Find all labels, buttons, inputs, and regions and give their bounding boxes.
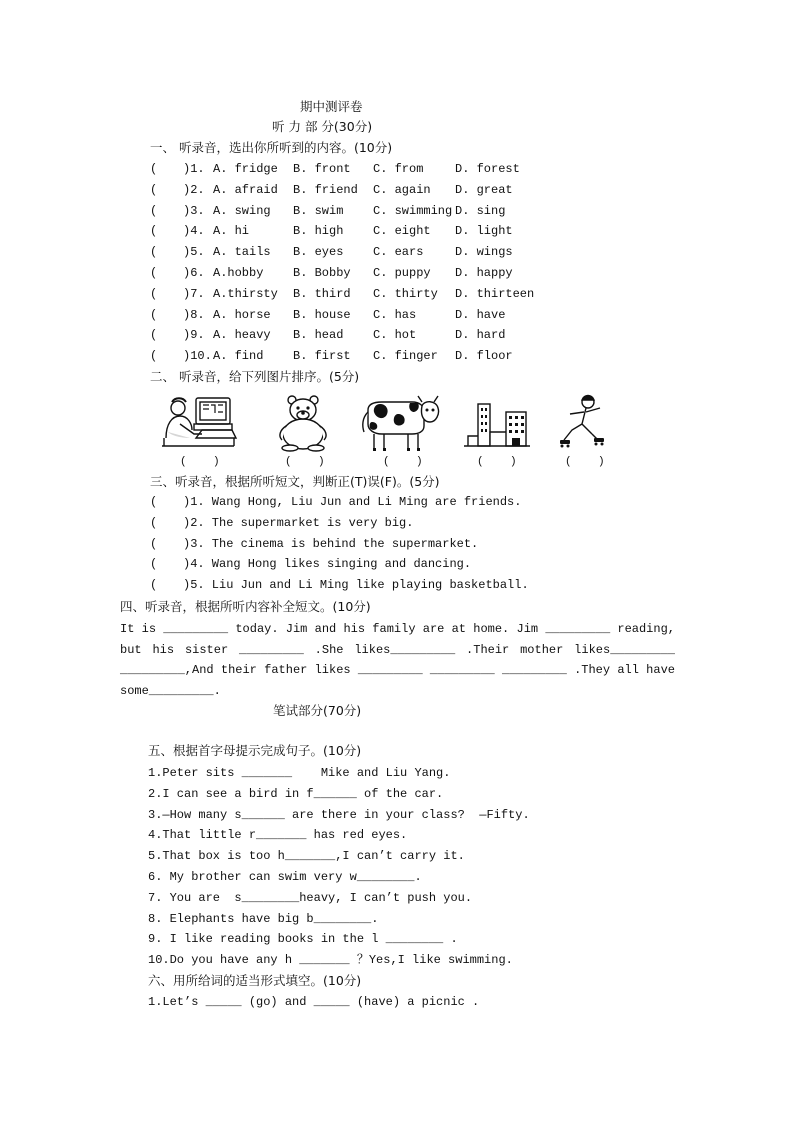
option-a: A. find [213,349,264,364]
fill-in-sentence: 8. Elephants have big b________. [148,911,379,926]
option-d: D. light [455,224,513,239]
question-number: )8. [183,307,205,322]
answer-bracket[interactable]: ( [150,286,158,301]
answer-bracket[interactable]: ( [150,349,158,364]
fill-in-sentence: 2.I can see a bird in f______ of the car. [148,786,444,801]
section2-heading: 二、 听录音，给下列图片排序。(5分) [150,369,360,384]
fill-in-sentence: 1.Peter sits _______ Mike and Liu Yang. [148,766,451,780]
word-form-sentence: 1.Let’s _____ (go) and _____ (have) a picnic . [148,995,480,1009]
listening-section-header: 听 力 部 分(30分) [272,119,373,134]
option-d: D. forest [455,162,520,176]
option-d: D. happy [455,266,513,280]
picture-1-answer-blank[interactable]: ( ) [180,456,220,468]
option-d: D. hard [455,328,506,343]
option-b: B. swim [293,203,344,218]
option-c: C. ears [373,245,424,260]
option-c: C. puppy [373,266,431,280]
passage-line: but his sister _________ .She likes_________ .Their mother likes_________ [120,642,675,657]
statement-text: )4. Wang Hong likes singing and dancing. [183,557,472,572]
section1-heading: 一、 听录音，选出你所听到的内容。(10分) [150,140,393,155]
answer-bracket[interactable]: ( [150,515,158,530]
option-c: C. hot [373,328,417,343]
option-c: C. swimming [373,203,453,218]
option-c: C. has [373,307,417,322]
option-b: B. third [293,286,351,301]
question-number: )6. [183,266,205,280]
writing-section-header: 笔试部分(70分) [273,703,362,718]
answer-bracket[interactable]: ( [150,536,158,551]
answer-bracket[interactable]: ( [150,182,158,197]
question-number: )7. [183,286,205,301]
question-number: )10. [183,349,212,364]
passage-line: It is _________ today. Jim and his family are at home. Jim _________ reading, [120,622,675,636]
fill-in-sentence: 9. I like reading books in the l ________ . [148,932,458,947]
option-a: A. afraid [213,182,278,197]
answer-bracket[interactable]: ( [150,203,158,218]
passage-line: some_________. [120,683,221,698]
option-b: B. eyes [293,245,344,260]
picture-2-answer-blank[interactable]: ( ) [285,456,325,468]
picture-3-answer-blank[interactable]: ( ) [383,456,423,468]
answer-bracket[interactable]: ( [150,162,158,176]
statement-text: )2. The supermarket is very big. [183,515,414,530]
option-d: D. floor [455,349,513,364]
question-number: )2. [183,182,205,197]
option-c: C. thirty [373,286,438,301]
answer-bracket[interactable]: ( [150,266,158,280]
answer-bracket[interactable]: ( [150,557,158,572]
option-b: B. high [293,224,344,239]
fill-in-sentence: 5.That box is too h_______,I can’t carry it. [148,849,465,864]
passage-line: _________,And their father likes _________ _________ _________ .They all have [120,663,675,677]
answer-bracket[interactable]: ( [150,328,158,343]
option-b: B. Bobby [293,266,351,280]
option-a: A. hi [213,224,250,239]
option-c: C. from [373,162,424,176]
option-d: D. great [455,182,513,197]
page-title: 期中测评卷 [300,99,363,114]
option-a: A. swing [213,203,271,218]
option-b: B. friend [293,182,358,197]
bear-picture [272,392,334,452]
statement-text: )5. Liu Jun and Li Ming like playing basketball. [183,578,529,593]
section3-heading: 三、听录音，根据所听短文，判断正(T)误(F)。(5分) [150,474,440,489]
section6-heading: 六、用所给词的适当形式填空。(10分) [148,973,362,988]
option-d: D. wings [455,245,513,260]
statement-text: )1. Wang Hong, Liu Jun and Li Ming are friends. [183,495,522,509]
question-number: )9. [183,328,205,343]
answer-bracket[interactable]: ( [150,224,158,239]
option-a: A. heavy [213,328,271,343]
option-a: A. fridge [213,162,278,176]
fill-in-sentence: 3.—How many s______ are there in your class? —Fifty. [148,807,530,822]
option-b: B. first [293,349,351,364]
answer-bracket[interactable]: ( [150,495,158,509]
answer-bracket[interactable]: ( [150,245,158,260]
picture-5-answer-blank[interactable]: ( ) [565,456,605,468]
option-d: D. sing [455,203,506,218]
question-number: )4. [183,224,205,239]
option-c: C. eight [373,224,431,239]
option-d: D. have [455,307,506,322]
answer-bracket[interactable]: ( [150,307,158,322]
fill-in-sentence: 4.That little r_______ has red eyes. [148,828,408,843]
skater-picture [554,392,610,452]
fill-in-sentence: 10.Do you have any h _______ ？Yes,I like swimming. [148,953,513,968]
option-b: B. head [293,328,344,343]
cow-picture [360,392,440,454]
picture-4-answer-blank[interactable]: ( ) [477,456,517,468]
section4-heading: 四、听录音，根据所听内容补全短文。(10分) [120,599,371,614]
option-a: A.hobby [213,266,264,280]
option-a: A.thirsty [213,286,278,301]
answer-bracket[interactable]: ( [150,578,158,593]
option-a: A. horse [213,307,271,322]
option-c: C. again [373,182,431,197]
question-number: )3. [183,203,205,218]
option-d: D. thirteen [455,286,535,301]
question-number: )1. [183,162,205,176]
question-number: )5. [183,245,205,260]
option-b: B. front [293,162,351,176]
fill-in-sentence: 6. My brother can swim very w________. [148,870,422,884]
computer-user-picture [158,392,240,452]
statement-text: )3. The cinema is behind the supermarket. [183,536,479,551]
option-a: A. tails [213,245,271,260]
section5-heading: 五、根据首字母提示完成句子。(10分) [148,743,362,758]
option-b: B. house [293,307,351,322]
buildings-picture [462,392,532,452]
fill-in-sentence: 7. You are s________heavy, I can’t push you. [148,890,473,905]
option-c: C. finger [373,349,438,364]
